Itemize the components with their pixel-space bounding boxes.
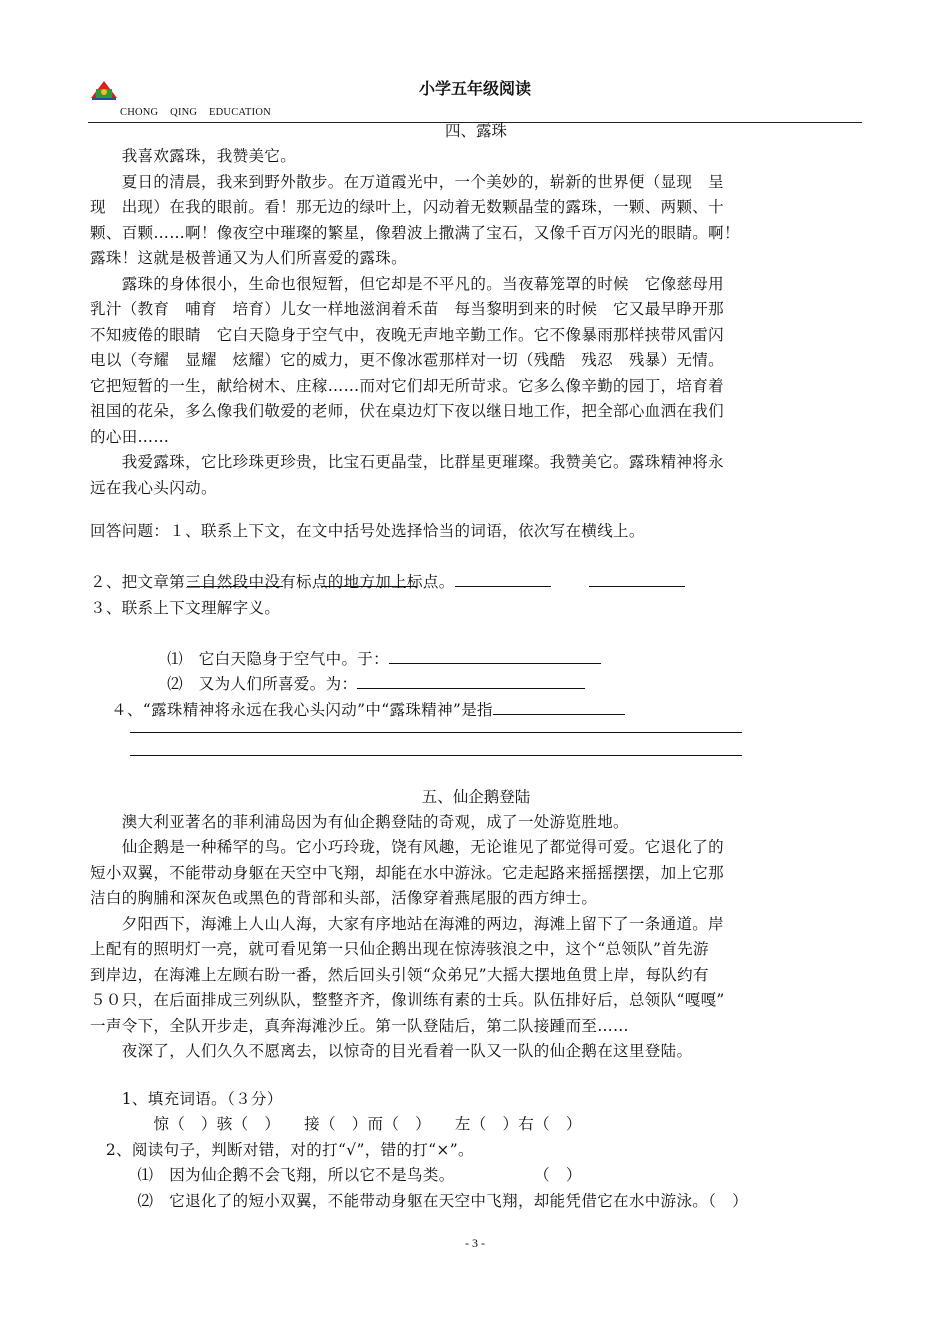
passage-line: 现 出现）在我的眼前。看！那无边的绿叶上，闪动着无数颗晶莹的露珠，一颗、两颗、十 xyxy=(90,198,725,216)
passage-line: 我喜欢露珠，我赞美它。 xyxy=(90,147,297,165)
answer-blank[interactable] xyxy=(493,702,625,715)
spacer xyxy=(90,501,862,519)
page-content xyxy=(90,118,862,1214)
section4-passage xyxy=(90,144,862,501)
s5-question-2: 2、阅读句子，判断对错，对的打“√”，错的打“×”。 xyxy=(90,1140,474,1159)
header-subtitle: CHONG QING EDUCATION xyxy=(120,107,271,118)
passage-line: 短小双翼，不能带动身躯在天空中飞翔，却能在水中游泳。它走起路来摇摇摆摆，加上它那 xyxy=(90,863,725,882)
page-header xyxy=(0,0,950,125)
passage-line: 我爱露珠，它比珍珠更珍贵，比宝石更晶莹，比群星更璀璨。我赞美它。露珠精神将永 xyxy=(90,453,725,471)
passage-line: 电以（夸耀 显耀 炫耀）它的威力，更不像冰雹那样对一切（残酷 残忍 残暴）无情。 xyxy=(90,351,725,369)
passage-line: 夜深了，人们久久不愿离去，以惊奇的目光看着一队又一队的仙企鹅在这里登陆。 xyxy=(90,1042,693,1060)
s5-question-2b: ⑵ 它退化了的短小双翼，不能带动身躯在天空中飞翔，却能凭借它在水中游泳。（ ） xyxy=(90,1191,748,1210)
answer-blank[interactable] xyxy=(357,676,585,689)
s5-question-1-items: 惊（ ）骇（ ） 接（ ）而（ ） 左（ ）右（ ） xyxy=(90,1115,582,1133)
passage-line: 一声令下，全队开步走，真奔海滩沙丘。第一队登陆后，第二队接踵而至…… xyxy=(90,1016,629,1035)
spacer xyxy=(90,756,862,784)
passage-line: 它把短暂的一生，献给树木、庄稼……而对它们却无所苛求。它多么像辛勤的园丁，培育着 xyxy=(90,376,725,395)
passage-line: 乳汁（教育 哺育 培育）儿女一样地滋润着禾苗 每当黎明到来的时候 它又最早睁开那 xyxy=(90,300,725,318)
question-3a xyxy=(90,621,862,668)
passage-line: 夕阳西下，海滩上人山人海，大家有序地站在海滩的两边，海滩上留下了一条通道。岸 xyxy=(90,914,725,933)
s5-question-2a: ⑴ 因为仙企鹅不会飞翔，所以它不是鸟类。 （ ） xyxy=(90,1166,582,1184)
passage-line: 洁白的胸脯和深灰色或黑色的背部和头部，活像穿着燕尾服的西方绅士。 xyxy=(90,889,598,907)
section5-passage xyxy=(90,810,862,1065)
page-number: - 3 - xyxy=(465,1236,485,1250)
passage-line: 仙企鹅是一种稀罕的鸟。它小巧玲珑，饶有风趣，无论谁见了都觉得可爱。它退化了的 xyxy=(90,838,725,856)
s5-question-1: 1、填充词语。（３分） xyxy=(90,1089,283,1108)
passage-line: 远在我心头闪动。 xyxy=(90,478,217,497)
question-1: 回答问题：１、联系上下文，在文中括号处选择恰当的词语，依次写在横线上。 xyxy=(90,522,645,540)
passage-line: 祖国的花朵，多么像我们敬爱的老师，伏在桌边灯下夜以继日地工作，把全部心血洒在我们 xyxy=(90,402,725,420)
passage-line: 澳大利亚著名的菲利浦岛因为有仙企鹅登陆的奇观，成了一处游览胜地。 xyxy=(90,812,629,831)
passage-line: 露珠的身体很小，生命也很短暂，但它却是不平凡的。当夜幕笼罩的时候 它像慈母用 xyxy=(90,274,725,293)
spacer xyxy=(90,1065,862,1087)
section5-title: 五、仙企鹅登陆 xyxy=(421,787,531,806)
question-2: ２、把文章第三自然段中没有标点的地方加上标点。 xyxy=(90,573,455,591)
passage-line: 到岸边，在海滩上左顾右盼一番，然后回头引领“众弟兄”大摇大摆地鱼贯上岸，每队约有 xyxy=(90,965,709,984)
question-4-text: ４、“露珠精神将永远在我心头闪动”中“露珠精神”是指 xyxy=(111,700,493,719)
passage-line: 的心田…… xyxy=(90,427,170,446)
question-3a-text: ⑴ 它白天隐身于空气中。于： xyxy=(167,649,390,668)
passage-line: 上配有的照明灯一亮，就可看见第一只仙企鹅出现在惊涛骇浪之中，这个“总领队”首先游 xyxy=(90,940,709,958)
passage-line: 不知疲倦的眼睛 它白天隐身于空气中，夜晚无声地辛勤工作。它不像暴雨那样挟带风雷闪 xyxy=(90,325,725,344)
question-3b-text: ⑵ 又为人们所喜爱。为： xyxy=(167,675,358,693)
passage-line: 露珠！这就是极普通又为人们所喜爱的露珠。 xyxy=(90,249,408,267)
answer-blanks-row xyxy=(90,545,862,571)
header-title: 小学五年级阅读 xyxy=(418,79,531,98)
answer-blank[interactable] xyxy=(389,651,601,664)
section4-title: 四、露珠 xyxy=(444,122,507,140)
passage-line: 夏日的清晨，我来到野外散步。在万道霞光中，一个美妙的，崭新的世界便（显现 呈 xyxy=(90,172,725,191)
answer-blank[interactable] xyxy=(589,574,685,587)
passage-line: 颗、百颗……啊！像夜空中璀璨的繁星，像碧波上撒满了宝石，又像千百万闪光的眼睛。啊！ xyxy=(90,223,740,242)
answer-blank[interactable] xyxy=(455,574,551,587)
question-3: ３、联系上下文理解字义。 xyxy=(90,598,281,617)
passage-line: ５０只，在后面排成三列纵队，整整齐齐，像训练有素的士兵。队伍排好后，总领队“嘎嘎” xyxy=(90,991,725,1009)
answer-line[interactable] xyxy=(130,733,742,756)
